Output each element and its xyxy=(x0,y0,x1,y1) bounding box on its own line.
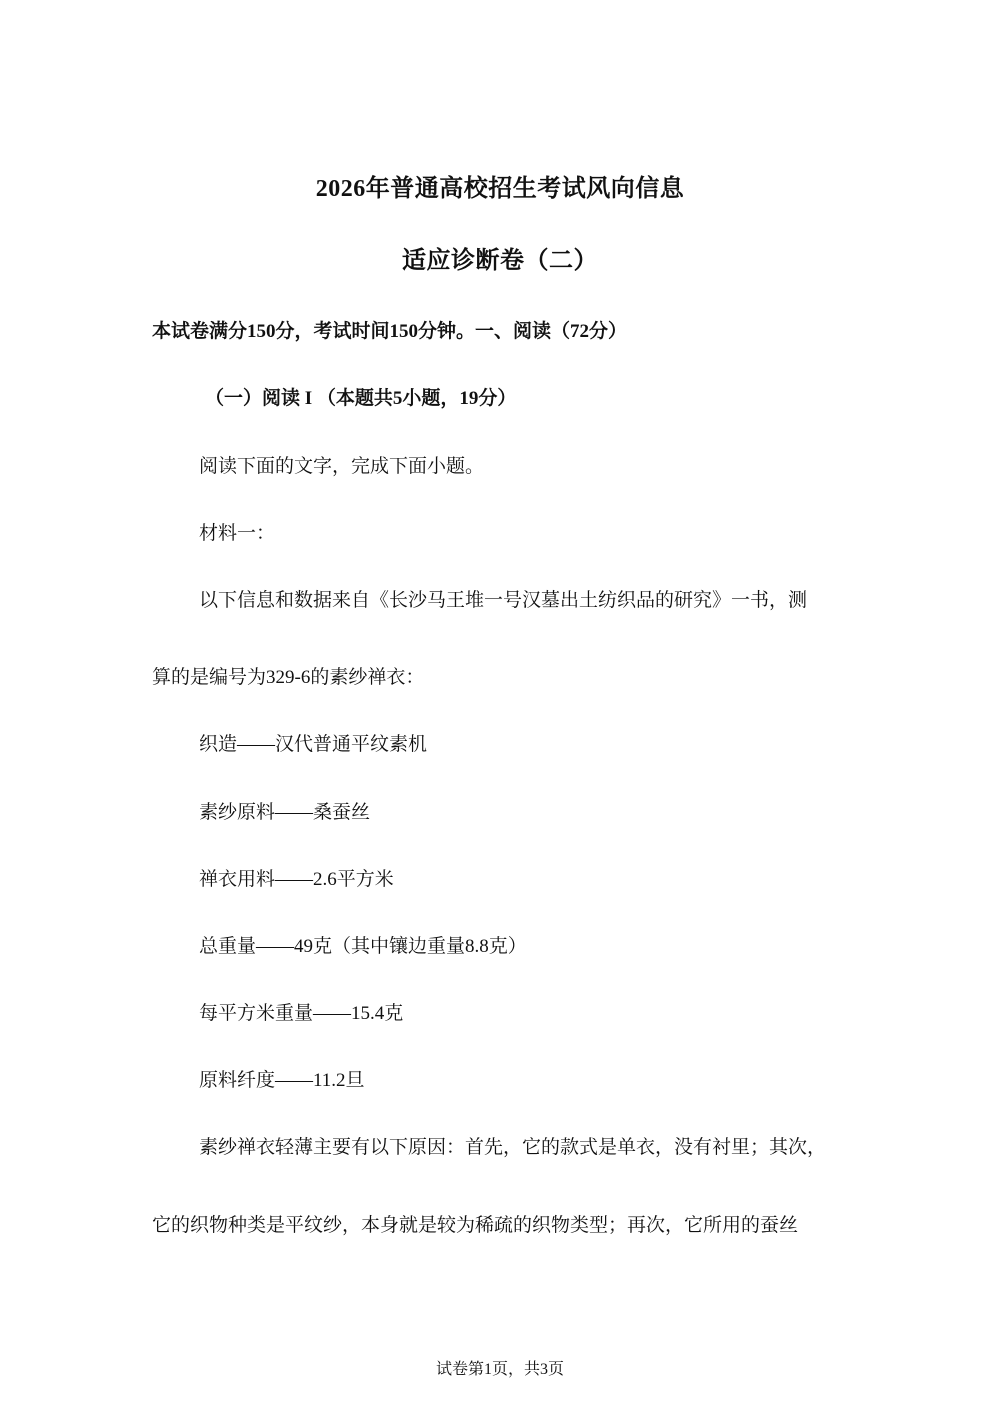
page-title: 2026年普通高校招生考试风向信息 xyxy=(315,176,685,202)
spec-item: 总重量——49克（其中镶边重量8.8克） xyxy=(199,936,527,957)
paragraph-line: 算的是编号为329-6的素纱禅衣： xyxy=(152,667,425,688)
spec-item: 织造——汉代普通平纹素机 xyxy=(199,734,428,755)
exam-instructions: 本试卷满分150分，考试时间150分钟。一、阅读（72分） xyxy=(152,321,628,342)
material-label: 材料一： xyxy=(199,523,276,544)
page-footer: 试卷第1页，共3页 xyxy=(435,1361,564,1378)
reading-direction: 阅读下面的文字，完成下面小题。 xyxy=(199,456,485,477)
spec-item: 禅衣用料——2.6平方米 xyxy=(199,869,394,890)
spec-item: 素纱原料——桑蚕丝 xyxy=(199,802,371,823)
spec-item: 原料纤度——11.2旦 xyxy=(199,1070,365,1091)
paragraph-line: 素纱禅衣轻薄主要有以下原因：首先，它的款式是单衣，没有衬里；其次， xyxy=(199,1137,827,1158)
paragraph-line: 以下信息和数据来自《长沙马王堆一号汉墓出土纺织品的研究》一书，测 xyxy=(199,590,808,611)
page-subtitle: 适应诊断卷（二） xyxy=(402,248,598,274)
section-heading: （一）阅读 I （本题共5小题，19分） xyxy=(205,388,517,409)
spec-item: 每平方米重量——15.4克 xyxy=(199,1003,404,1024)
paragraph-line: 它的织物种类是平纹纱，本身就是较为稀疏的织物类型；再次，它所用的蚕丝 xyxy=(152,1215,799,1236)
